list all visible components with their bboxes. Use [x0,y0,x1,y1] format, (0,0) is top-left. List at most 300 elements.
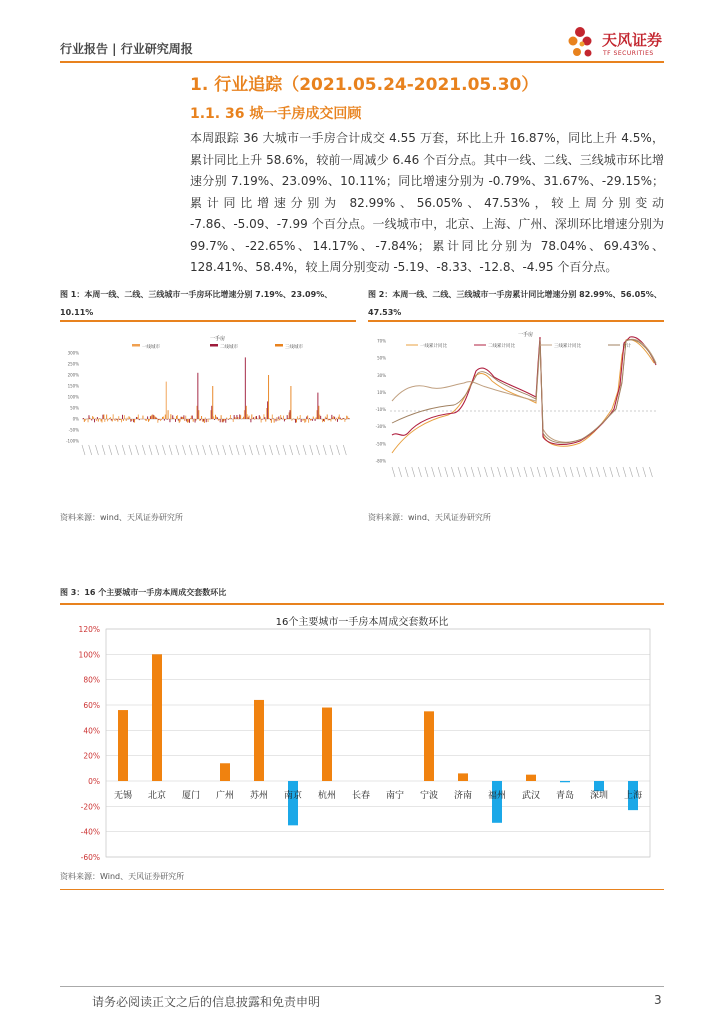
fig1-bar [248,417,249,419]
fig1-x-tick [176,445,179,455]
fig1-bar [287,415,288,419]
fig1-bar [156,417,157,419]
fig1-bar [260,417,261,419]
page-number: 3 [654,993,662,1007]
fig1-x-tick [183,445,186,455]
fig2-x-tick [465,467,468,477]
fig1-bar [263,414,264,419]
fig2-x-tick [511,467,514,477]
fig1-bar [231,418,232,419]
fig3-bar [288,781,298,825]
fig1-bar [275,419,276,420]
fig1-bar [179,419,180,423]
fig1-bar [259,415,260,419]
fig1-bar [93,417,94,419]
fig1-bar [305,419,306,422]
fig1-x-tick [229,445,232,455]
fig2-x-tick [491,467,494,477]
fig1-bar [342,419,343,420]
fig1-bar [103,414,104,419]
fig1-bar [84,419,85,422]
fig3-x-tick: 上海 [623,791,643,801]
fig1-bar [107,419,108,421]
fig1-bar [129,417,130,419]
fig1-bar [308,419,309,423]
fig1-bar [283,416,284,419]
fig1-bar [223,419,224,421]
fig1-bar [211,406,212,419]
fig1-bar [307,415,308,419]
fig1-bar [89,415,90,419]
fig1-bar [234,415,235,419]
fig1-bar [193,419,194,422]
fig1-bar [280,415,281,419]
fig1-bar [155,416,156,419]
figure-3-bottom-divider [60,889,664,890]
fig1-bar [185,416,186,419]
fig1-bar [225,419,226,423]
fig1-bar [246,406,247,419]
fig2-x-tick [412,467,415,477]
fig3-y-tick: -20% [80,802,100,812]
fig1-bar [265,419,266,422]
fig1-bar [130,419,131,422]
body-paragraph: 本周跟踪 36 大城市一手房合计成交 4.55 万套，环比上升 16.87%，同比上升 4.5%，累计同比上升 58.6%，较前一周减少 6.46 个百分点。其中一线、二线、三线城市环比增速分别 7.19%、23.09%、10.11%；同比增速分别为 -0.79%、31.67%、-29.15%；累计同比增速分别为 82.99%、56.05%、47.53%，较上周分别变动 -7.86、-5.09、-7.99 个百分点。一线城市中，北京、上海、广州、深圳环比增速分别为 99.7%、-22.65%、14.17%、-7.84%；累计同比分别为 78.04%、69.43%、128.41%、58.4%，较上周分别变动 -5.19、-8.33、-12.8、-4.95 个百分点。 [190,131,664,274]
fig1-legend-tier3: 三线城市 [285,345,303,350]
fig1-bar [273,418,274,419]
fig1-bar [104,419,105,422]
fig1-x-tick [156,445,159,455]
fig1-bar [164,419,165,421]
fig1-bar [343,418,344,419]
fig1-x-tick [102,445,105,455]
fig1-legend-tier2: 二线城市 [220,345,238,350]
fig1-bar [216,417,217,419]
fig1-bar [137,417,138,419]
fig1-bar [313,417,314,419]
figure-1-divider [60,320,356,322]
fig1-bar [276,417,277,419]
fig1-bar [175,419,176,422]
fig3-y-tick: 40% [83,726,100,736]
fig1-bar [129,416,130,419]
fig3-bar [152,654,162,781]
fig1-bar [333,416,334,419]
fig2-x-tick [590,467,593,477]
fig1-x-tick [129,445,132,455]
footer-divider [60,986,664,987]
fig1-bar [285,419,286,420]
fig2-x-tick [425,467,428,477]
fig1-legend-swatch-tier2 [210,344,218,347]
fig1-bar [195,419,196,423]
fig3-y-tick: 20% [83,751,100,761]
fig2-legend-tier2: 二线累计同比 [488,344,515,349]
fig1-bar [106,415,107,419]
fig3-bar [220,763,230,781]
fig1-bar [235,417,236,419]
fig2-chart-title: 一手房 [518,332,534,338]
fig1-bar [134,419,135,423]
fig1-bar [331,415,332,419]
logo-text-cn: 天风证券 [602,31,663,49]
fig1-bar [226,418,227,419]
fig1-bar [223,419,224,422]
fig3-bar [560,781,570,782]
fig1-bar [99,418,100,419]
fig1-x-tick [189,445,192,455]
fig2-x-tick [603,467,606,477]
fig3-x-tick: 深圳 [589,791,609,801]
fig1-bar [303,419,304,421]
fig3-bar [254,700,264,781]
fig1-bar [118,416,119,419]
fig1-y-tick: 0% [72,416,79,422]
fig1-bar [218,419,219,421]
fig1-bar [191,416,192,419]
fig1-bar [101,419,102,421]
fig1-legend-swatch-tier1 [132,344,140,347]
fig2-x-tick [643,467,646,477]
fig2-x-tick [438,467,441,477]
fig3-x-tick: 青岛 [555,791,575,801]
fig1-bar [303,419,304,420]
fig1-bar [338,417,339,419]
fig3-y-tick: -40% [80,827,100,837]
fig1-bar [319,415,320,419]
fig1-bar [139,419,140,420]
fig2-x-tick [649,467,652,477]
fig1-bar [110,417,111,419]
fig1-bar [96,419,97,421]
fig2-x-tick [570,467,573,477]
fig2-legend-total: 合计 [622,344,631,349]
fig1-bar [122,415,123,419]
fig3-y-tick: -60% [80,853,100,862]
fig1-bar [252,418,253,419]
fig1-bar [113,414,114,419]
fig2-x-tick [432,467,435,477]
fig1-bar [256,416,257,419]
fig1-bar [200,419,201,420]
fig1-bar [150,416,151,419]
fig1-y-tick: 200% [67,372,79,378]
fig3-chart-title: 16个主要城市一手房本周成交套数环比 [275,617,449,628]
fig1-x-tick [283,445,286,455]
fig1-bar [310,419,311,421]
fig2-x-tick [392,467,395,477]
fig1-x-tick [243,445,246,455]
fig2-y-tick: 10% [377,389,386,395]
fig1-bar [228,419,229,420]
fig1-bar [240,415,241,419]
fig1-bar [261,419,262,423]
fig1-bar [184,419,185,421]
fig1-bar [272,415,273,419]
fig1-bar [116,419,117,420]
fig1-y-tick: 250% [67,361,79,367]
fig3-x-tick: 长春 [351,791,371,801]
fig2-x-tick [418,467,421,477]
fig1-bar [168,410,169,419]
fig1-bar [329,419,330,420]
fig1-bar [192,416,193,419]
fig2-x-tick [544,467,547,477]
fig1-bar [173,418,174,419]
fig2-x-tick [451,467,454,477]
fig1-bar [221,415,222,419]
fig3-bar [594,781,604,791]
fig1-bar [315,419,316,421]
fig1-bar [131,419,132,421]
fig1-bar [348,418,349,419]
fig1-bar [267,401,268,419]
fig2-y-tick: 70% [377,338,386,344]
fig1-bar [301,419,302,422]
fig1-bar [210,410,211,419]
fig2-y-tick: -10% [375,407,386,413]
fig3-x-tick: 南宁 [385,791,405,801]
fig1-bar [290,386,291,419]
fig1-bar [309,418,310,419]
fig2-x-tick [504,467,507,477]
header-divider [60,61,664,63]
fig1-bar [274,419,275,423]
fig1-x-tick [337,445,340,455]
fig1-bar [202,419,203,422]
fig1-bar [166,382,167,419]
fig1-bar [245,357,246,419]
fig1-bar [119,419,120,420]
section-title: 1. 行业追踪（2021.05.24-2021.05.30） [190,75,539,95]
fig2-x-tick [557,467,560,477]
fig1-bar [188,419,189,422]
fig3-x-tick: 宁波 [419,791,439,801]
fig1-bar [183,415,184,419]
fig1-y-tick: 150% [67,383,79,389]
fig1-bar [156,418,157,419]
fig3-bar [118,710,128,781]
fig1-x-tick [263,445,266,455]
fig1-bar [244,410,245,419]
fig1-x-tick [343,445,346,455]
fig1-bar [147,416,148,419]
figure-1-source: 资料来源：wind、天风证券研究所 [60,513,183,522]
fig1-bar [116,418,117,419]
fig1-bar [170,414,171,419]
fig1-y-tick: 300% [67,350,79,356]
fig2-x-tick [517,467,520,477]
fig1-bar [163,416,164,419]
logo-text-en: TF SECURITIES [603,50,654,57]
fig1-x-tick [196,445,199,455]
fig2-x-tick [583,467,586,477]
fig1-bar [196,419,197,420]
fig2-y-tick: 30% [377,372,386,378]
fig1-bar [343,418,344,419]
section-subtitle: 1.1. 36 城一手房成交回顾 [190,106,362,122]
fig3-bar [526,775,536,781]
fig1-x-tick [250,445,253,455]
fig1-bar [133,419,134,422]
fig1-bar [97,417,98,419]
fig1-x-tick [323,445,326,455]
fig2-x-tick [630,467,633,477]
fig1-bar [138,415,139,419]
fig2-y-tick: -30% [375,424,386,430]
fig1-bar [111,419,112,420]
fig1-bar [327,414,328,419]
fig1-bar [299,418,300,419]
fig1-x-tick [162,445,165,455]
fig1-x-tick [330,445,333,455]
logo-flower-icon [569,27,592,57]
fig1-x-tick [82,445,85,455]
fig1-bar [330,419,331,420]
fig1-x-tick [149,445,152,455]
fig1-bar [123,419,124,421]
fig1-bar [337,419,338,422]
fig1-bar [335,419,336,421]
fig1-y-tick: -100% [66,438,79,444]
fig1-bar [146,419,147,421]
fig1-legend-swatch-tier3 [275,344,283,347]
fig1-bar [294,419,295,420]
figure-3-chart [60,607,664,865]
fig2-legend [406,342,631,349]
fig1-bar [204,419,205,423]
fig1-bar [349,418,350,419]
fig1-bar [208,419,209,422]
fig1-bar [148,419,149,422]
fig1-chart-title: 一手房 [210,336,226,342]
fig1-x-tick [136,445,139,455]
fig1-x-tick [95,445,98,455]
fig1-x-tick [203,445,206,455]
fig2-y-tick: -50% [375,441,386,447]
fig1-x-tick [109,445,112,455]
fig1-bar [339,414,340,419]
fig1-bar [276,419,277,421]
fig1-bar [142,416,143,419]
fig1-bar [316,417,317,419]
fig1-bar [328,419,329,421]
fig1-bar [145,419,146,421]
fig1-x-tick [116,445,119,455]
fig1-bar [165,415,166,419]
fig2-x-tick [623,467,626,477]
fig2-x-tick [484,467,487,477]
fig1-bar [169,419,170,422]
fig1-bar [220,419,221,422]
fig1-bar [176,416,177,419]
fig1-bar [249,416,250,419]
fig1-bar [341,419,342,420]
footer-disclaimer: 请务必阅读正文之后的信息披露和免责申明 [92,995,321,1009]
figure-3-divider [60,603,664,605]
fig1-bar [153,415,154,419]
fig1-bar [237,417,238,419]
fig1-bar [281,418,282,419]
fig1-bar [83,418,84,419]
fig1-bar [203,419,204,422]
fig2-y-tick: -80% [375,458,386,464]
figure-1-caption: 图 1：本周一线、二线、三线城市一手房环比增速分别 7.19%、23.09%、10.11% [60,290,333,317]
fig1-bar [289,412,290,419]
fig3-y-tick: 80% [83,675,100,685]
fig1-bar [222,419,223,422]
fig1-bar [279,419,280,420]
fig2-legend-tier3: 三线累计同比 [554,344,581,349]
fig1-bar [85,419,86,421]
fig1-bar [189,419,190,423]
fig1-bar [186,419,187,421]
fig3-bar [322,708,332,781]
fig1-bar [213,416,214,419]
fig3-x-tick: 厦门 [181,791,201,801]
fig1-bar [268,375,269,419]
fig3-x-tick: 济南 [453,791,473,801]
fig1-bar [124,415,125,419]
fig1-bar [312,419,313,421]
fig1-bar [264,417,265,419]
fig1-bar [196,406,197,419]
fig1-bar [215,415,216,419]
fig1-bar [151,415,152,419]
fig1-bar [102,419,103,423]
fig1-bar [322,419,323,422]
fig2-line-tier1 [392,339,654,453]
fig1-bar [177,415,178,419]
fig1-y-tick: 50% [70,405,79,411]
fig3-y-tick: 0% [88,777,100,786]
fig1-bar [295,419,296,423]
fig1-bar [318,406,319,419]
fig3-bar [424,711,434,781]
fig1-x-tick [296,445,299,455]
fig1-legend [132,343,303,350]
fig3-x-tick: 广州 [215,791,235,801]
fig1-bar [178,419,179,421]
fig1-bar [149,419,150,421]
fig1-bar [112,419,113,421]
fig1-bar [344,419,345,422]
fig2-x-tick [531,467,534,477]
fig3-x-tick: 武汉 [521,791,541,801]
fig1-bar [270,419,271,420]
figure-2-caption: 图 2：本周一线、二线、三线城市一手房累计同比增速分别 82.99%、56.05%、47.53% [368,290,662,317]
fig1-bar [266,408,267,419]
fig2-x-tick [616,467,619,477]
fig1-x-tick [303,445,306,455]
figure-2-source: 资料来源：wind、天风证券研究所 [368,513,491,522]
fig1-x-tick [216,445,219,455]
fig1-bar [201,416,202,419]
fig1-bar [323,419,324,421]
fig1-bar [197,373,198,419]
fig1-bar [255,416,256,419]
fig1-bar [136,417,137,419]
fig1-bar [290,410,291,419]
fig1-x-tick [122,445,125,455]
fig1-x-tick [270,445,273,455]
fig1-bar [332,418,333,419]
fig2-x-tick [445,467,448,477]
fig1-bar [120,419,121,420]
fig1-bar [102,415,103,419]
fig1-x-tick [256,445,259,455]
fig1-x-tick [89,445,92,455]
